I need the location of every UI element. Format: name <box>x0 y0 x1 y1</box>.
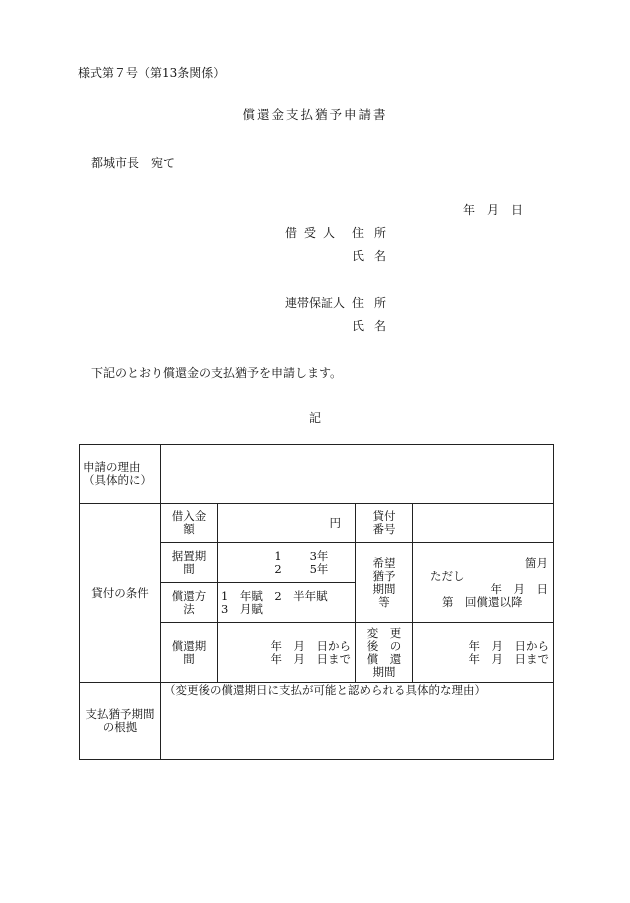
from-installment-text: 第 回償還以降 <box>442 594 523 609</box>
loan-amount-input[interactable] <box>218 504 356 543</box>
basis-row <box>80 683 554 760</box>
guarantor-name-label: 氏名 <box>352 319 397 333</box>
changed-period-label <box>356 623 413 683</box>
deferment-option-1[interactable] <box>221 550 352 563</box>
borrower-address-label: 住所 <box>352 226 397 240</box>
changed-period-input[interactable] <box>413 623 554 683</box>
form-number: 様式第７号（第13条関係） <box>78 66 226 80</box>
repayment-method-options[interactable] <box>218 583 356 623</box>
desired-label-line4: 等 <box>378 594 390 609</box>
basis-input[interactable] <box>161 683 554 760</box>
repayment-method-label-line2: 法 <box>183 601 195 616</box>
period-to: 年 月 日まで <box>270 651 351 666</box>
repayment-period-label-line1: 償還期 <box>171 638 207 653</box>
tadashi-text: ただし <box>430 568 465 583</box>
borrower-name-label: 氏名 <box>352 249 397 263</box>
guarantor-label: 連帯保証人 <box>285 296 346 310</box>
application-statement: 下記のとおり償還金の支払猶予を申請します。 <box>91 366 343 380</box>
ki-heading: 記 <box>308 411 321 425</box>
deferment-option-2[interactable] <box>221 563 352 576</box>
repayment-period-input[interactable] <box>218 623 356 683</box>
loan-number-label-line2: 番号 <box>372 522 396 536</box>
changed-to: 年 月 日まで <box>468 651 549 666</box>
deferment-option-2-num: 2 <box>274 561 282 576</box>
reason-label-line1: 申請の理由 <box>83 460 141 474</box>
repayment-period-label-line2: 間 <box>183 651 195 666</box>
basis-label <box>80 683 161 760</box>
deferment-period-label <box>161 543 218 583</box>
guarantor-address-label: 住所 <box>352 296 397 310</box>
desired-label-line2: 猶予 <box>372 568 396 583</box>
changed-label-line4: 期間 <box>372 664 396 679</box>
loan-number-input[interactable] <box>413 504 554 543</box>
deferment-option-1-num: 1 <box>274 548 282 563</box>
reason-label <box>80 445 161 504</box>
loan-amount-label-line2: 額 <box>183 522 195 536</box>
repayment-method-label <box>161 583 218 623</box>
tadashi-date: 年 月 日 <box>490 581 548 596</box>
yen-unit: 円 <box>329 515 341 530</box>
reason-label-line2: （具体的に） <box>83 473 152 487</box>
document-title: 償還金支払猶予申請書 <box>242 107 388 122</box>
repayment-method-label-line1: 償還方 <box>171 588 207 603</box>
desired-label-line1: 希望 <box>372 555 396 570</box>
reason-row <box>80 445 554 504</box>
reason-input[interactable] <box>161 445 554 504</box>
deferment-option-2-value: 5年 <box>309 561 329 576</box>
repayment-method-line1: 1 年賦 2 半年賦 <box>221 588 328 603</box>
deferment-label-line2: 間 <box>183 561 195 576</box>
repayment-period-label <box>161 623 218 683</box>
application-table <box>79 444 554 760</box>
desired-period-label <box>356 543 413 623</box>
desired-period-input[interactable] <box>413 543 554 623</box>
changed-from: 年 月 日から <box>468 638 549 653</box>
deferment-label-line1: 据置期 <box>171 548 207 563</box>
loan-amount-label <box>161 504 218 543</box>
deferment-options[interactable] <box>218 543 356 583</box>
borrower-label: 借受人 <box>285 226 343 240</box>
conditions-label: 貸付の条件 <box>80 504 161 683</box>
basis-label-line2: の根拠 <box>102 720 138 734</box>
date-field[interactable]: 年 月 日 <box>463 203 524 217</box>
loan-amount-label-line1: 借入金 <box>171 509 207 523</box>
repayment-method-line2: 3 月賦 <box>221 601 263 616</box>
months-unit: 箇月 <box>525 555 548 570</box>
changed-label-line1: 変 更 <box>366 625 402 640</box>
loan-amount-row <box>80 504 554 543</box>
deferment-option-1-value: 3年 <box>309 548 329 563</box>
loan-number-label <box>356 504 413 543</box>
basis-note: （変更後の償還期日に支払が可能と認められる具体的な理由） <box>164 683 486 697</box>
changed-label-line3: 償 還 <box>366 651 402 666</box>
basis-label-line1: 支払猶予期間 <box>85 707 155 721</box>
period-from: 年 月 日から <box>270 638 351 653</box>
changed-label-line2: 後 の <box>366 638 402 653</box>
desired-label-line3: 期間 <box>372 581 396 596</box>
addressee: 都城市長 宛て <box>91 156 176 170</box>
loan-number-label-line1: 貸付 <box>372 509 396 523</box>
